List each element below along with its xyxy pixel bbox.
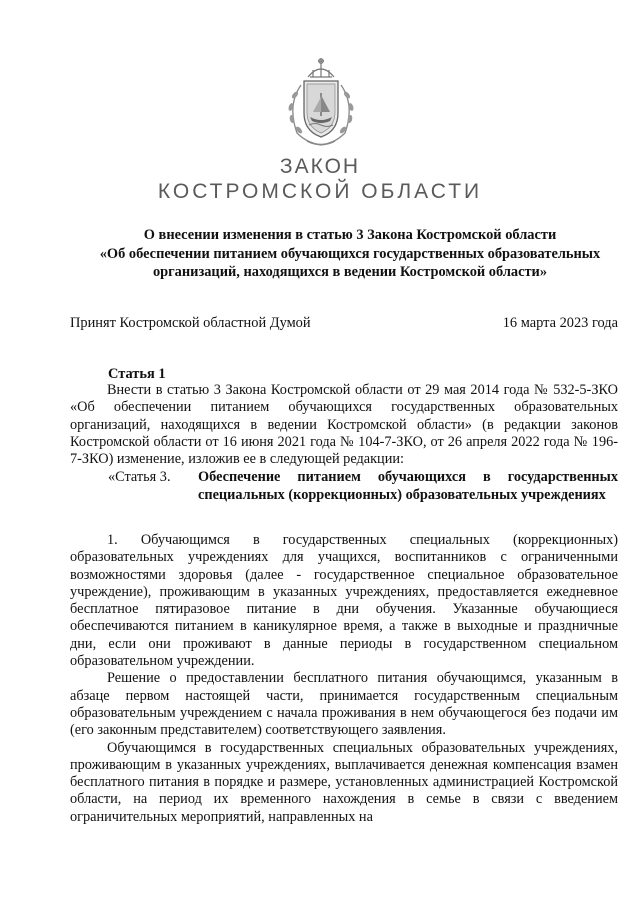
paragraph: Обучающимся в государственных специальных образовательных учреждениях, проживающим в указанных учреждениях, выплачивается денежная компенсация взамен бесплатного питания в порядке и размере, установленных администрацией Костромской области, на период их временного нахождения в семье в связи с введением ограничительных мероприятий, направленных на [70, 739, 618, 825]
article-1-text [70, 382, 618, 468]
article-1-intro: Внести в статью 3 Закона Костромской области от 29 мая 2014 года № 532-5-ЗКО «Об обеспечении питанием обучающихся государственных образовательных организаций, находящихся в ведении Костромской области» (в редакции законов Костромской области от 16 июня 2021 года № 104-7-ЗКО, от 26 апреля 2022 года № 196-7-ЗКО) изменение, изложив ее в следующей редакции: [70, 382, 618, 468]
document-title-line: «Об обеспечении питанием обучающихся государственных образовательных [99, 245, 601, 262]
article-3-body [70, 532, 618, 826]
kostroma-coat-of-arms-icon [277, 55, 365, 150]
document-title-line: организаций, находящихся в ведении Костромской области» [152, 264, 548, 280]
document-title-line: О внесении изменения в статью 3 Закона Костромской области [143, 227, 557, 243]
paragraph: Решение о предоставлении бесплатного питания обучающимся, указанным в абзаце первом настоящей части, принимается государственным специальным образовательным учреждением с начала проживания в нем обучающегося без подачи им (его законным представителем) соответствующего заявления. [70, 670, 618, 739]
region-name: КОСТРОМСКОЙ ОБЛАСТИ [157, 180, 483, 203]
paragraph: 1. Обучающимся в государственных специальных (коррекционных) образовательных учреждениях для учащихся, воспитанников с ограниченными возможностями здоровья (далее - государственное специальное образовательное учреждение), проживающим в указанных учреждениях, предоставляется ежедневное бесплатное пятиразовое питание в дни обучения. Указанные обучающиеся обеспечиваются питанием в каникулярное время, а также в выходные и праздничные дни, если они проживают в данные периоды в государственном специальном образовательном учреждении. [70, 532, 618, 670]
article-3-title: Обеспечение питанием обучающихся в государственных специальных (коррекционных) образовательных учреждениях [198, 469, 618, 503]
article-3-label: «Статья 3. [108, 469, 171, 485]
document-title [70, 226, 630, 282]
law-word: ЗАКОН [279, 155, 361, 178]
article-1-title: Статья 1 [108, 366, 166, 382]
adoption-date: 16 марта 2023 года [502, 315, 618, 331]
adopted-by: Принят Костромской областной Думой [70, 315, 311, 331]
